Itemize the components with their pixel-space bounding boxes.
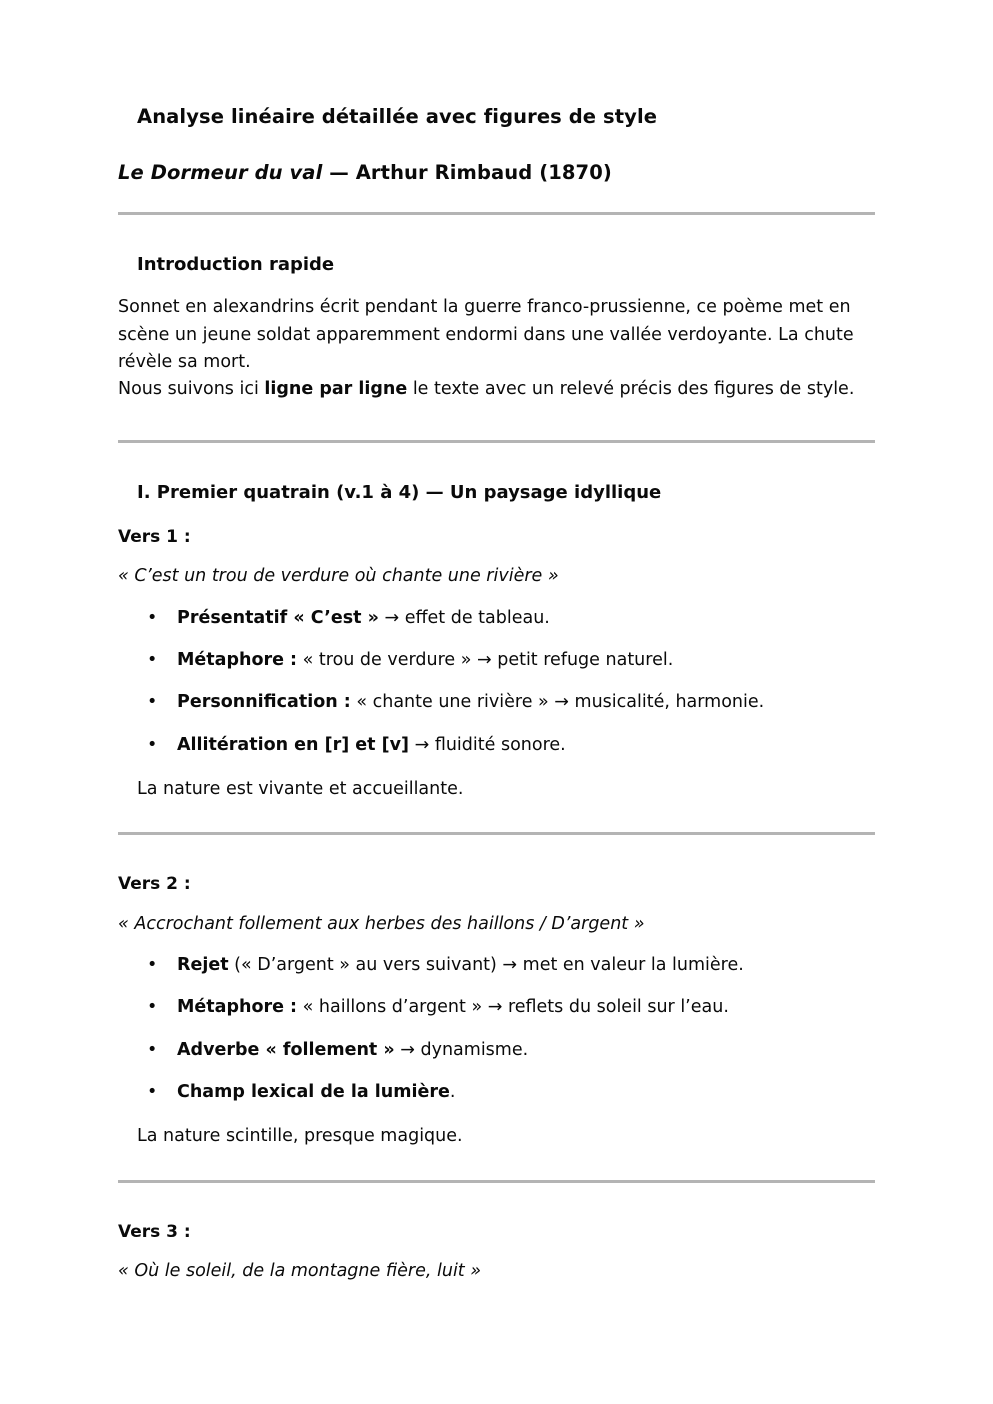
bullet-icon: • (147, 607, 158, 628)
vers-2-quote: « Accrochant follement aux herbes des haillons / D’argent » (118, 913, 645, 934)
vers-1-figure-list (118, 606, 876, 759)
bullet-icon: • (147, 734, 158, 755)
figure-explanation: → effet de tableau. (378, 607, 550, 628)
bullet-icon: • (147, 1039, 158, 1060)
figure-name: Métaphore : (177, 997, 298, 1018)
intro-heading: Introduction rapide (137, 253, 335, 275)
intro-paragraph-2-emphasis: ligne par ligne (264, 379, 408, 400)
figure-explanation: « haillons d’argent » → reflets du soleil sur l’eau. (297, 997, 729, 1018)
figure-name: Allitération en [r] et [v] (177, 734, 410, 755)
work-attribution: — Arthur Rimbaud (1870) (322, 161, 612, 185)
intro-paragraph-1: Sonnet en alexandrins écrit pendant la guerre franco-prussienne, ce poème met en scène un jeune soldat apparemment endormi dans une vallée verdoyante. La chute révèle sa mort. (118, 297, 854, 373)
document-subtitle (118, 160, 876, 185)
vers-2-conclusion: La nature scintille, presque magique. (137, 1126, 463, 1147)
intro-paragraph-2-part-1: Nous suivons ici (118, 379, 265, 400)
intro-paragraph-2-part-2: le texte avec un relevé précis des figures de style. (407, 379, 855, 400)
list-item (118, 995, 876, 1020)
page-title: Analyse linéaire détaillée avec figures de style (137, 105, 658, 128)
intro-paragraph (118, 294, 876, 404)
bullet-icon: • (147, 692, 158, 713)
list-item (118, 648, 876, 673)
vers-1-quote: « C’est un trou de verdure où chante une rivière » (118, 566, 559, 587)
list-item (118, 690, 876, 715)
list-item (118, 733, 876, 758)
vers-3-label: Vers 3 : (118, 1221, 191, 1242)
work-title: Le Dormeur du val (118, 161, 323, 185)
section-one-heading: I. Premier quatrain (v.1 à 4) — Un paysage idyllique (137, 481, 662, 503)
figure-name: Métaphore : (177, 650, 298, 671)
figure-name: Adverbe « follement » (177, 1039, 395, 1060)
figure-name: Personnification : (177, 692, 351, 713)
vers-2-label: Vers 2 : (118, 874, 191, 895)
document-content (118, 104, 876, 1284)
vers-2-figure-list (118, 953, 876, 1106)
figure-explanation: → dynamisme. (394, 1039, 529, 1060)
figure-explanation: → fluidité sonore. (409, 734, 566, 755)
vers-3-quote: « Où le soleil, de la montagne fière, luit » (118, 1260, 482, 1281)
figure-name: Champ lexical de la lumière (177, 1081, 450, 1102)
figure-explanation: « trou de verdure » → petit refuge naturel. (297, 650, 674, 671)
vers-1-conclusion: La nature est vivante et accueillante. (137, 779, 464, 800)
bullet-icon: • (147, 1081, 158, 1102)
list-item (118, 953, 876, 978)
bullet-icon: • (147, 650, 158, 671)
list-item (118, 1080, 876, 1105)
bullet-icon: • (147, 954, 158, 975)
figure-explanation: . (449, 1081, 456, 1102)
list-item (118, 1038, 876, 1063)
bullet-icon: • (147, 997, 158, 1018)
list-item (118, 606, 876, 631)
figure-name: Présentatif « C’est » (177, 607, 379, 628)
figure-name: Rejet (177, 954, 229, 975)
figure-explanation: (« D’argent » au vers suivant) → met en valeur la lumière. (228, 954, 744, 975)
figure-explanation: « chante une rivière » → musicalité, harmonie. (350, 692, 765, 713)
vers-1-label: Vers 1 : (118, 527, 191, 548)
